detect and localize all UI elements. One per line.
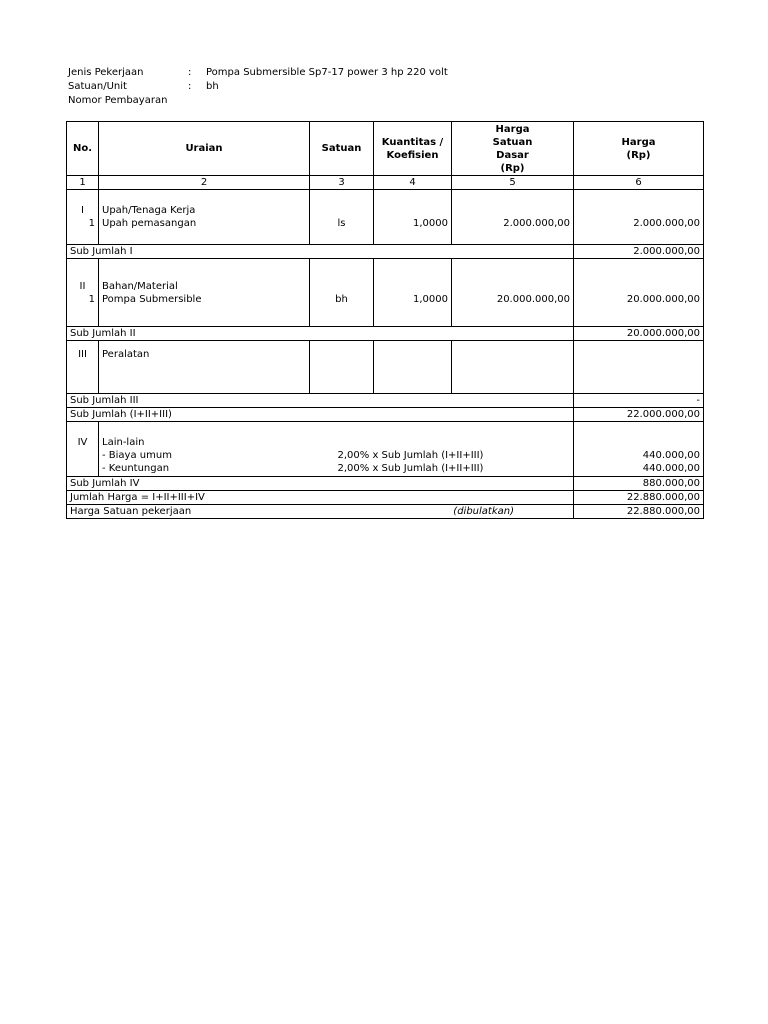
section-2-desc	[99, 259, 310, 327]
section-3-row	[67, 341, 704, 394]
unit-label: Satuan/Unit	[68, 81, 127, 92]
header-harga-satuan-line1: Harga	[495, 123, 530, 135]
section-4-item1-formula: 2,00% x Sub Jumlah (I+II+III)	[337, 450, 484, 461]
section-2-price-value: 20.000.000,00	[626, 293, 700, 305]
column-number: 2	[99, 176, 310, 190]
header-kuantitas-line1: Kuantitas /	[381, 136, 444, 148]
section-1-satuan-value: ls	[337, 218, 346, 229]
section-4-item2-formula: 2,00% x Sub Jumlah (I+II+III)	[337, 463, 484, 474]
job-type-row	[68, 66, 448, 80]
column-number: 4	[374, 176, 452, 190]
section-4-formula	[310, 422, 574, 477]
column-number: 6	[574, 176, 704, 190]
subtotal-3-value: -	[574, 394, 704, 408]
section-1-qty	[374, 190, 452, 245]
section-1-item-desc: Upah pemasangan	[102, 218, 197, 229]
section-3-qty	[374, 341, 452, 394]
section-2-title: Bahan/Material	[102, 280, 178, 292]
subtotal-1-label: Sub Jumlah I	[67, 245, 574, 259]
section-1-row	[67, 190, 704, 245]
section-1-item-no: 1	[88, 218, 95, 229]
section-2-price	[574, 259, 704, 327]
subtotal-3-row	[67, 394, 704, 408]
section-1-qty-value: 1,0000	[413, 218, 448, 229]
unit-price-row	[67, 505, 704, 519]
section-1-price	[574, 190, 704, 245]
section-4-item1-desc: - Biaya umum	[102, 450, 172, 461]
header-no: No.	[67, 122, 99, 176]
column-number: 3	[310, 176, 374, 190]
section-1-number	[67, 190, 99, 245]
job-type-value: Pompa Submersible Sp7-17 power 3 hp 220 volt	[206, 67, 448, 78]
header-harga-satuan-line4: (Rp)	[500, 162, 525, 174]
section-2-row	[67, 259, 704, 327]
section-3-desc	[99, 341, 310, 394]
cost-analysis-table	[66, 121, 704, 519]
total-value: 22.880.000,00	[574, 491, 704, 505]
header-kuantitas	[374, 122, 452, 176]
section-1-price-value: 2.000.000,00	[633, 218, 700, 229]
total-label: Jumlah Harga = I+II+III+IV	[67, 491, 574, 505]
section-1-desc	[99, 190, 310, 245]
header-harga-satuan-line3: Dasar	[496, 149, 529, 161]
section-1-unit-price-value: 2.000.000,00	[503, 218, 570, 229]
sum-1-3-row	[67, 408, 704, 422]
section-4-row	[67, 422, 704, 477]
section-3-roman: III	[78, 348, 87, 360]
section-3-title: Peralatan	[102, 348, 150, 360]
payment-number-label: Nomor Pembayaran	[68, 95, 168, 106]
header-harga-line1: Harga	[621, 136, 656, 148]
sum-1-3-label: Sub Jumlah (I+II+III)	[67, 408, 574, 422]
section-3-number	[67, 341, 99, 394]
unit-colon: :	[188, 81, 192, 92]
unit-value: bh	[206, 81, 219, 92]
unit-price-label: Harga Satuan pekerjaan	[70, 506, 192, 517]
payment-number-row	[68, 94, 448, 108]
section-2-satuan-value: bh	[335, 293, 348, 305]
subtotal-4-value: 880.000,00	[574, 477, 704, 491]
header-kuantitas-line2: Koefisien	[386, 149, 439, 161]
section-2-qty	[374, 259, 452, 327]
section-1-unit-price	[452, 190, 574, 245]
subtotal-2-value: 20.000.000,00	[574, 327, 704, 341]
section-2-item-no: 1	[88, 293, 95, 305]
job-type-colon: :	[188, 67, 192, 78]
unit-price-cell	[67, 505, 574, 519]
unit-row	[68, 80, 448, 94]
table-header-row	[67, 122, 704, 176]
section-2-qty-value: 1,0000	[413, 293, 448, 305]
subtotal-2-label: Sub Jumlah II	[67, 327, 574, 341]
column-number-row	[67, 176, 704, 190]
section-2-satuan	[310, 259, 374, 327]
subtotal-4-label: Sub Jumlah IV	[67, 477, 574, 491]
subtotal-3-label: Sub Jumlah III	[67, 394, 574, 408]
section-1-title: Upah/Tenaga Kerja	[102, 205, 196, 216]
subtotal-1-row	[67, 245, 704, 259]
job-info	[68, 66, 448, 108]
header-harga-satuan-line2: Satuan	[492, 136, 533, 148]
subtotal-1-value: 2.000.000,00	[574, 245, 704, 259]
header-harga	[574, 122, 704, 176]
column-number: 1	[67, 176, 99, 190]
section-2-unit-price-value: 20.000.000,00	[496, 293, 570, 305]
section-3-unit-price	[452, 341, 574, 394]
section-1-satuan	[310, 190, 374, 245]
subtotal-4-row	[67, 477, 704, 491]
sum-1-3-value: 22.000.000,00	[574, 408, 704, 422]
section-4-roman: IV	[77, 437, 88, 448]
unit-price-value: 22.880.000,00	[574, 505, 704, 519]
header-harga-satuan	[452, 122, 574, 176]
section-2-unit-price	[452, 259, 574, 327]
section-3-satuan	[310, 341, 374, 394]
section-4-number	[67, 422, 99, 477]
section-4-title: Lain-lain	[102, 437, 145, 448]
section-4-item2-desc: - Keuntungan	[102, 463, 170, 474]
section-2-item-desc: Pompa Submersible	[102, 293, 202, 305]
section-4-price	[574, 422, 704, 477]
rounded-note: (dibulatkan)	[453, 506, 514, 517]
job-type-label: Jenis Pekerjaan	[68, 67, 144, 78]
header-harga-line2: (Rp)	[626, 149, 651, 161]
section-4-item1-value: 440.000,00	[642, 450, 700, 461]
section-1-roman: I	[81, 205, 84, 216]
header-satuan: Satuan	[310, 122, 374, 176]
subtotal-2-row	[67, 327, 704, 341]
total-row	[67, 491, 704, 505]
header-uraian: Uraian	[99, 122, 310, 176]
section-4-item2-value: 440.000,00	[642, 463, 700, 474]
section-2-roman: II	[79, 280, 86, 292]
section-2-number	[67, 259, 99, 327]
section-3-price	[574, 341, 704, 394]
column-number: 5	[452, 176, 574, 190]
section-4-desc	[99, 422, 310, 477]
